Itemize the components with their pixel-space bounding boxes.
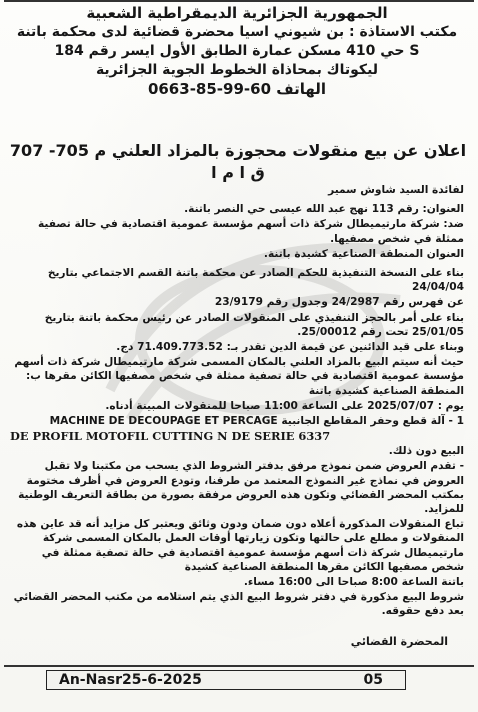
signature-label: المحضرة القضائي	[350, 635, 448, 648]
newspaper-footer	[46, 670, 406, 690]
office-phone: الهاتف 60-99-85-0663	[147, 80, 327, 98]
sale-date: يوم : 2025/07/07 على الساعة 11:00 صباحا للمنقولات المبينة أدناه.	[105, 399, 464, 412]
office-name: مكتب الاستاذة : بن شيوني اسيا محضرة قضائية لدى محكمة باتنة	[16, 24, 458, 40]
defendant: ضد: شركة مارتيميطال شركة ذات أسهم مؤسسة عمومية اقتصادية في حالة تصفية ممثلة في شخص مصفيها.	[38, 218, 464, 245]
office-landmark: ليكوتاك بمحاذاة الخطوط الجوية الجزائرية	[95, 62, 379, 78]
visit-hours: باتنة الساعة 8:00 صباحا الى 16:00 مساء.	[243, 576, 464, 589]
notice-title: اعلان عن بيع منقولات محجوزة بالمزاد العلني م 705- 707 ق ا م ا	[9, 141, 467, 182]
bailiff-header	[10, 4, 464, 99]
office-address: S حي 410 مسكن عمارة الطابق الأول ايسر رقم 184	[54, 43, 420, 59]
item-1: 1 - آلة قطع وحفر المقاطع الجانبية MACHINE DE DECOUPAGE ET PERCAGE	[49, 415, 464, 428]
beneficiary: لفائدة السيد شاوش سمير	[328, 184, 464, 196]
judgment-reference: بناء على النسخة التنفيذية للحكم الصادر عن محكمة باتنة القسم الاجتماعي بتاريخ 24/04/04	[47, 267, 464, 294]
seizure-order: بناء على أمر بالحجز التنفيذي على المنقولات الصادر عن رئيس محكمة باتنة بتاريخ 25/01/05 تحت رقم 25/00012.	[44, 311, 464, 338]
defendant-address: العنوان المنطقة الصناعية كشيدة باتنة.	[263, 247, 464, 260]
notice-body	[10, 183, 464, 620]
inspection-conditions: تباع المنقولات المذكورة أعلاه دون ضمان ودون وثائق ويعتبر كل مزايد أنه قد عاين هذه المنقولات و مطلع على حالتها وتكون زيارتها أوقات العمل بالمكان المسمى شركة مارتيميطال شركة ذات أسهم مؤسسة عمومية اقتصادية في حالة تصفية ممثلة في شخص مصفيها الكائن مقرها المنطقة الصناعية كشيدة	[16, 518, 464, 573]
debt-amount: وبناء على قيد الدائنين عن قيمة الدين تقدر بـ: 71.409.773.52 دج.	[116, 341, 464, 354]
republic-title: الجمهورية الجزائرية الديمقراطية الشعبية	[86, 4, 388, 22]
sale-location: حيث أنه سيتم البيع بالمزاد العلني بالمكان المسمى شركة مارتيميطال شركة ذات أسهم مؤسسة عمومية اقتصادية في حالة تصفية ممثلة في شخص مصفيها الكائن مقرها ب: المنطقة الصناعية كشيدة باتنة	[14, 356, 464, 397]
item-1-serial: DE PROFIL MOTOFIL CUTTING N DE SERIE 6337	[10, 429, 331, 444]
newspaper-date: An-Nasr25-6-2025	[59, 672, 202, 688]
page-number: 05	[363, 672, 383, 688]
beneficiary-address: العنوان: رقم 113 نهج عبد الله عيسى حي النصر باتنة.	[184, 203, 464, 216]
bottom-border	[4, 665, 474, 667]
specification-terms: شروط البيع مذكورة في دفتر شروط البيع الذي يتم استلامه من مكتب المحضر القضائي بعد دفع حقوقه.	[13, 591, 464, 618]
index-reference: عن فهرس رقم 24/2987 وجدول رقم 23/9179	[214, 296, 464, 309]
top-border	[4, 0, 474, 2]
item-note: البيع دون ذلك.	[388, 445, 464, 458]
bids-conditions: - تقدم العروض ضمن نموذج مرفق بدفتر الشروط الذي يسحب من مكتبنا ولا تقبل العروض في نماذج غير النموذج المعتمد من طرفنا، وتودع العروض في أظرف مختومة بمكتب المحضر القضائي وتكون هذه العروض مرفقة بصورة من بطاقة التعريف الوطنية للمزايد.	[18, 460, 464, 516]
